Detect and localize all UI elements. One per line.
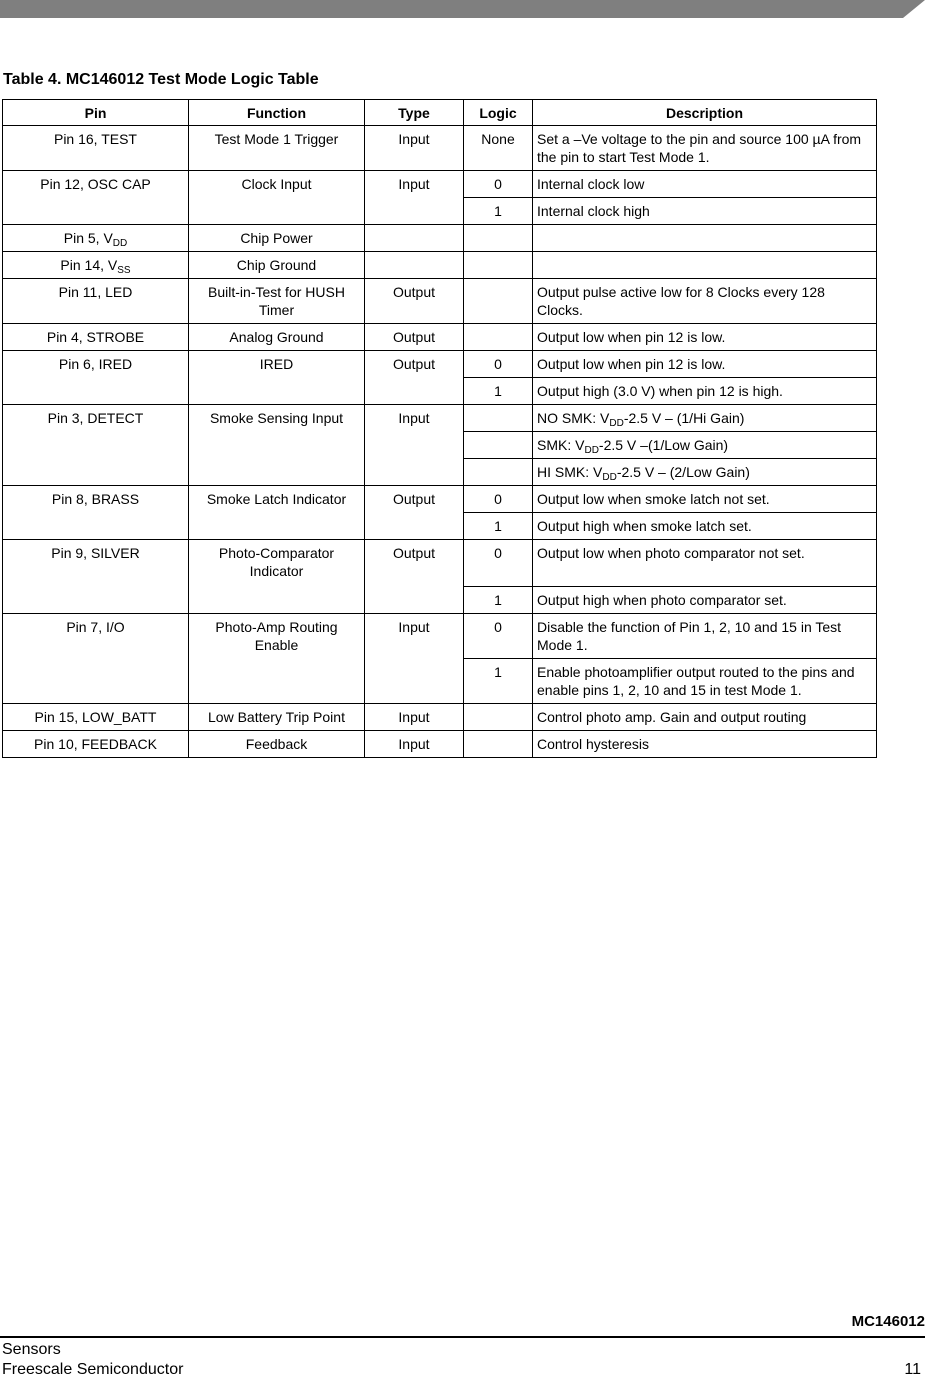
logic-cell bbox=[464, 432, 533, 459]
function-cell: Test Mode 1 Trigger bbox=[189, 126, 365, 171]
pin-cell: Pin 5, $V_{DD}$ bbox=[3, 225, 189, 252]
type-cell: Output bbox=[365, 324, 464, 351]
description-cell: Set a –Ve voltage to the pin and source 100 µA from the pin to start Test Mode 1. bbox=[533, 126, 877, 171]
description-cell: Output high when smoke latch set. bbox=[533, 513, 877, 540]
type-cell: Input bbox=[365, 731, 464, 758]
table-row bbox=[3, 279, 877, 324]
footer-divider bbox=[0, 1336, 925, 1338]
description-cell bbox=[533, 252, 877, 279]
header-description: Description bbox=[533, 100, 877, 126]
pin-cell: Pin 7, I/O bbox=[3, 614, 189, 704]
table-row bbox=[3, 351, 877, 378]
table-row bbox=[3, 540, 877, 587]
description-cell: Control photo amp. Gain and output routing bbox=[533, 704, 877, 731]
description-cell: SMK: $V_{DD}-2.5$ V –(1/Low Gain) bbox=[533, 432, 877, 459]
pin-cell: Pin 10, FEEDBACK bbox=[3, 731, 189, 758]
type-cell: Output bbox=[365, 279, 464, 324]
logic-cell bbox=[464, 731, 533, 758]
description-cell: Internal clock low bbox=[533, 171, 877, 198]
logic-cell: 0 bbox=[464, 614, 533, 659]
logic-cell: 1 bbox=[464, 378, 533, 405]
header-function: Function bbox=[189, 100, 365, 126]
logic-cell bbox=[464, 324, 533, 351]
function-cell: Chip Ground bbox=[189, 252, 365, 279]
header-pin: Pin bbox=[3, 100, 189, 126]
table-row bbox=[3, 126, 877, 171]
type-cell bbox=[365, 225, 464, 252]
pin-cell: Pin 4, STROBE bbox=[3, 324, 189, 351]
pin-cell: Pin 3, DETECT bbox=[3, 405, 189, 486]
function-cell: Photo-Amp Routing Enable bbox=[189, 614, 365, 704]
pin-cell: Pin 6, IRED bbox=[3, 351, 189, 405]
header-logic: Logic bbox=[464, 100, 533, 126]
logic-cell bbox=[464, 279, 533, 324]
page-number: 11 bbox=[904, 1361, 921, 1378]
description-cell: Disable the function of Pin 1, 2, 10 and 15 in Test Mode 1. bbox=[533, 614, 877, 659]
header-type: Type bbox=[365, 100, 464, 126]
logic-cell: 0 bbox=[464, 540, 533, 587]
type-cell: Output bbox=[365, 351, 464, 405]
table-row bbox=[3, 171, 877, 198]
function-cell: Built-in-Test for HUSH Timer bbox=[189, 279, 365, 324]
type-cell: Input bbox=[365, 704, 464, 731]
header-bar bbox=[0, 0, 933, 18]
table-row bbox=[3, 704, 877, 731]
header-row bbox=[3, 100, 877, 126]
description-cell: Control hysteresis bbox=[533, 731, 877, 758]
type-cell: Input bbox=[365, 171, 464, 225]
table-row bbox=[3, 405, 877, 432]
footer-part-number: MC146012 bbox=[851, 1313, 925, 1330]
logic-cell: 0 bbox=[464, 486, 533, 513]
logic-cell: 1 bbox=[464, 198, 533, 225]
type-cell bbox=[365, 252, 464, 279]
table-row bbox=[3, 486, 877, 513]
table-row bbox=[3, 614, 877, 659]
logic-cell bbox=[464, 252, 533, 279]
description-cell: Output high when photo comparator set. bbox=[533, 587, 877, 614]
pin-cell: Pin 14, $V_{SS}$ bbox=[3, 252, 189, 279]
description-cell: Output high (3.0 V) when pin 12 is high. bbox=[533, 378, 877, 405]
footer-section: Sensors bbox=[2, 1341, 61, 1358]
pin-cell: Pin 11, LED bbox=[3, 279, 189, 324]
function-cell: Feedback bbox=[189, 731, 365, 758]
logic-cell bbox=[464, 704, 533, 731]
type-cell: Input bbox=[365, 126, 464, 171]
function-cell: Chip Power bbox=[189, 225, 365, 252]
table-row bbox=[3, 731, 877, 758]
type-cell: Output bbox=[365, 540, 464, 614]
type-cell: Input bbox=[365, 405, 464, 486]
pin-cell: Pin 15, LOW_BATT bbox=[3, 704, 189, 731]
description-cell: Output pulse active low for 8 Clocks every 128 Clocks. bbox=[533, 279, 877, 324]
description-cell: Output low when photo comparator not set. bbox=[533, 540, 877, 587]
table-row bbox=[3, 252, 877, 279]
logic-cell: None bbox=[464, 126, 533, 171]
logic-cell: 0 bbox=[464, 171, 533, 198]
description-cell: Internal clock high bbox=[533, 198, 877, 225]
description-cell: Output low when pin 12 is low. bbox=[533, 324, 877, 351]
description-cell: HI SMK: $V_{DD}-2.5$ V – (2/Low Gain) bbox=[533, 459, 877, 486]
function-cell: Analog Ground bbox=[189, 324, 365, 351]
pin-cell: Pin 9, SILVER bbox=[3, 540, 189, 614]
function-cell: Photo-Comparator Indicator bbox=[189, 540, 365, 614]
footer-company: Freescale Semiconductor bbox=[2, 1361, 184, 1378]
logic-cell bbox=[464, 225, 533, 252]
logic-cell: 1 bbox=[464, 513, 533, 540]
description-cell: NO SMK: $V_{DD}-2.5$ V – (1/Hi Gain) bbox=[533, 405, 877, 432]
table-row bbox=[3, 324, 877, 351]
description-cell: Output low when smoke latch not set. bbox=[533, 486, 877, 513]
description-cell bbox=[533, 225, 877, 252]
logic-cell bbox=[464, 405, 533, 432]
logic-cell: 1 bbox=[464, 659, 533, 704]
type-cell: Output bbox=[365, 486, 464, 540]
logic-cell: 1 bbox=[464, 587, 533, 614]
table-title: Table 4. MC146012 Test Mode Logic Table bbox=[3, 71, 319, 88]
function-cell: IRED bbox=[189, 351, 365, 405]
function-cell: Smoke Sensing Input bbox=[189, 405, 365, 486]
logic-table bbox=[2, 99, 877, 758]
logic-cell: 0 bbox=[464, 351, 533, 378]
pin-cell: Pin 8, BRASS bbox=[3, 486, 189, 540]
description-cell: Enable photoamplifier output routed to the pins and enable pins 1, 2, 10 and 15 in test Mode 1. bbox=[533, 659, 877, 704]
function-cell: Low Battery Trip Point bbox=[189, 704, 365, 731]
type-cell: Input bbox=[365, 614, 464, 704]
table-row bbox=[3, 225, 877, 252]
function-cell: Smoke Latch Indicator bbox=[189, 486, 365, 540]
function-cell: Clock Input bbox=[189, 171, 365, 225]
pin-cell: Pin 12, OSC CAP bbox=[3, 171, 189, 225]
pin-cell: Pin 16, TEST bbox=[3, 126, 189, 171]
logic-cell bbox=[464, 459, 533, 486]
description-cell: Output low when pin 12 is low. bbox=[533, 351, 877, 378]
